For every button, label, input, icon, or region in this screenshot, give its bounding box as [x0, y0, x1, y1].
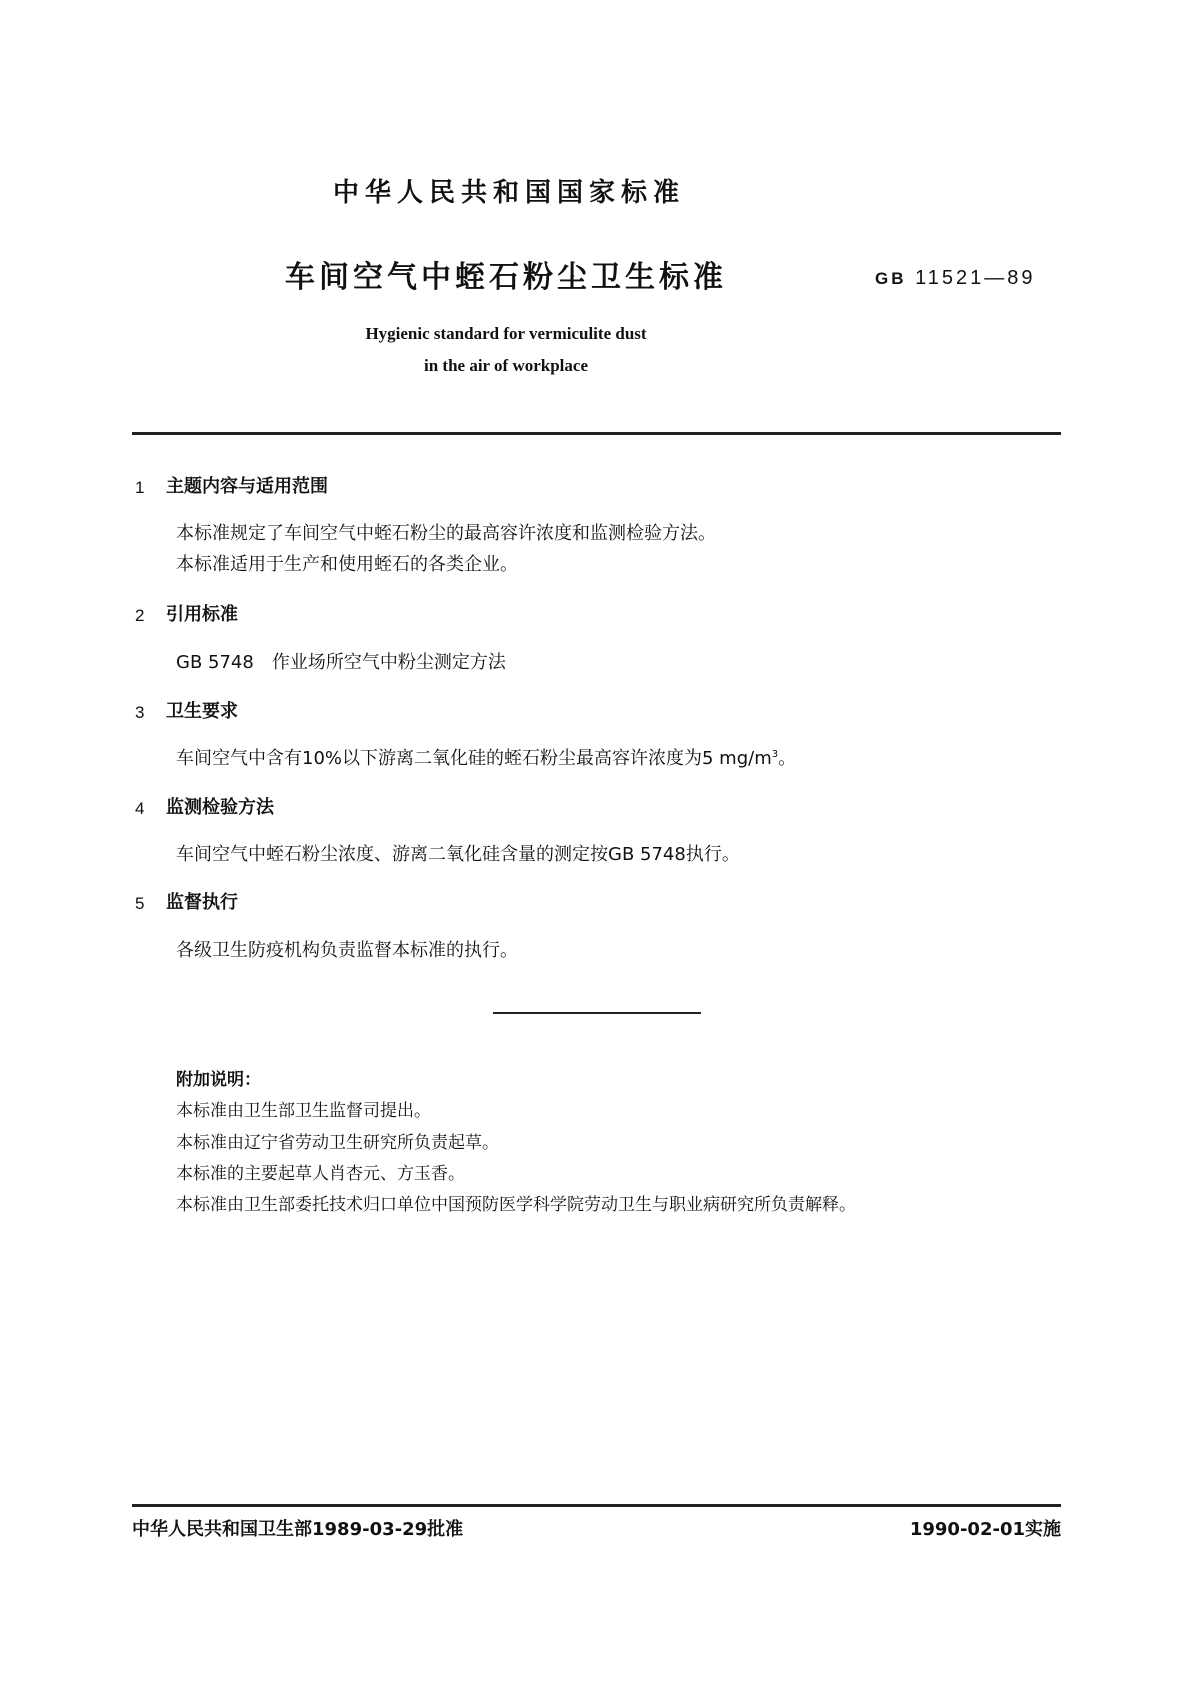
code-number: 11521—89: [915, 267, 1036, 289]
note-line: 本标准由辽宁省劳动卫生研究所负责起草。: [176, 1133, 499, 1153]
section-number: 1: [135, 478, 145, 497]
section-heading: 引用标准: [166, 604, 238, 625]
code-prefix: GB: [875, 269, 907, 288]
section-number: 4: [135, 799, 145, 818]
note-line: 本标准的主要起草人肖杏元、方玉香。: [176, 1164, 465, 1184]
english-title-line-2: in the air of workplace: [423, 356, 588, 375]
section-heading: 监测检验方法: [166, 797, 274, 818]
note-line: 本标准由卫生部委托技术归口单位中国预防医学科学院劳动卫生与职业病研究所负责解释。: [176, 1195, 856, 1215]
section-number: 5: [135, 894, 145, 913]
requirement-text: 车间空气中含有10%以下游离二氧化硅的蛭石粉尘最高容许浓度为5 mg/m: [176, 748, 772, 769]
section-heading: 监督执行: [166, 892, 238, 913]
english-title-line-1: Hygienic standard for vermiculite dust: [365, 324, 647, 343]
header-divider: [132, 432, 1061, 435]
superscript: 3: [771, 749, 779, 760]
national-standard-label: 中华人民共和国国家标准: [332, 178, 685, 208]
end-divider: [493, 1012, 701, 1014]
implementation-date: 1990-02-01实施: [909, 1519, 1061, 1540]
section-text: 本标准规定了车间空气中蛭石粉尘的最高容许浓度和监测检验方法。: [176, 523, 716, 544]
document-title: 车间空气中蛭石粉尘卫生标准: [285, 260, 727, 295]
section-text: [176, 750, 796, 768]
section-text: 车间空气中蛭石粉尘浓度、游离二氧化硅含量的测定按GB 5748执行。: [176, 844, 740, 865]
standard-code: [875, 268, 1035, 288]
line-end: 。: [778, 748, 797, 769]
section-heading: 主题内容与适用范围: [166, 476, 328, 497]
section-text: 本标准适用于生产和使用蛭石的各类企业。: [176, 554, 518, 575]
note-line: 本标准由卫生部卫生监督司提出。: [176, 1101, 431, 1121]
section-text: 各级卫生防疫机构负责监督本标准的执行。: [176, 940, 518, 961]
section-heading: 卫生要求: [166, 701, 238, 722]
section-text: GB 5748 作业场所空气中粉尘测定方法: [176, 652, 506, 673]
notes-title: 附加说明：: [176, 1070, 261, 1090]
footer-divider: [132, 1504, 1061, 1507]
approval-info: 中华人民共和国卫生部1989-03-29批准: [132, 1519, 464, 1540]
section-number: 2: [135, 606, 145, 625]
section-number: 3: [135, 703, 145, 722]
